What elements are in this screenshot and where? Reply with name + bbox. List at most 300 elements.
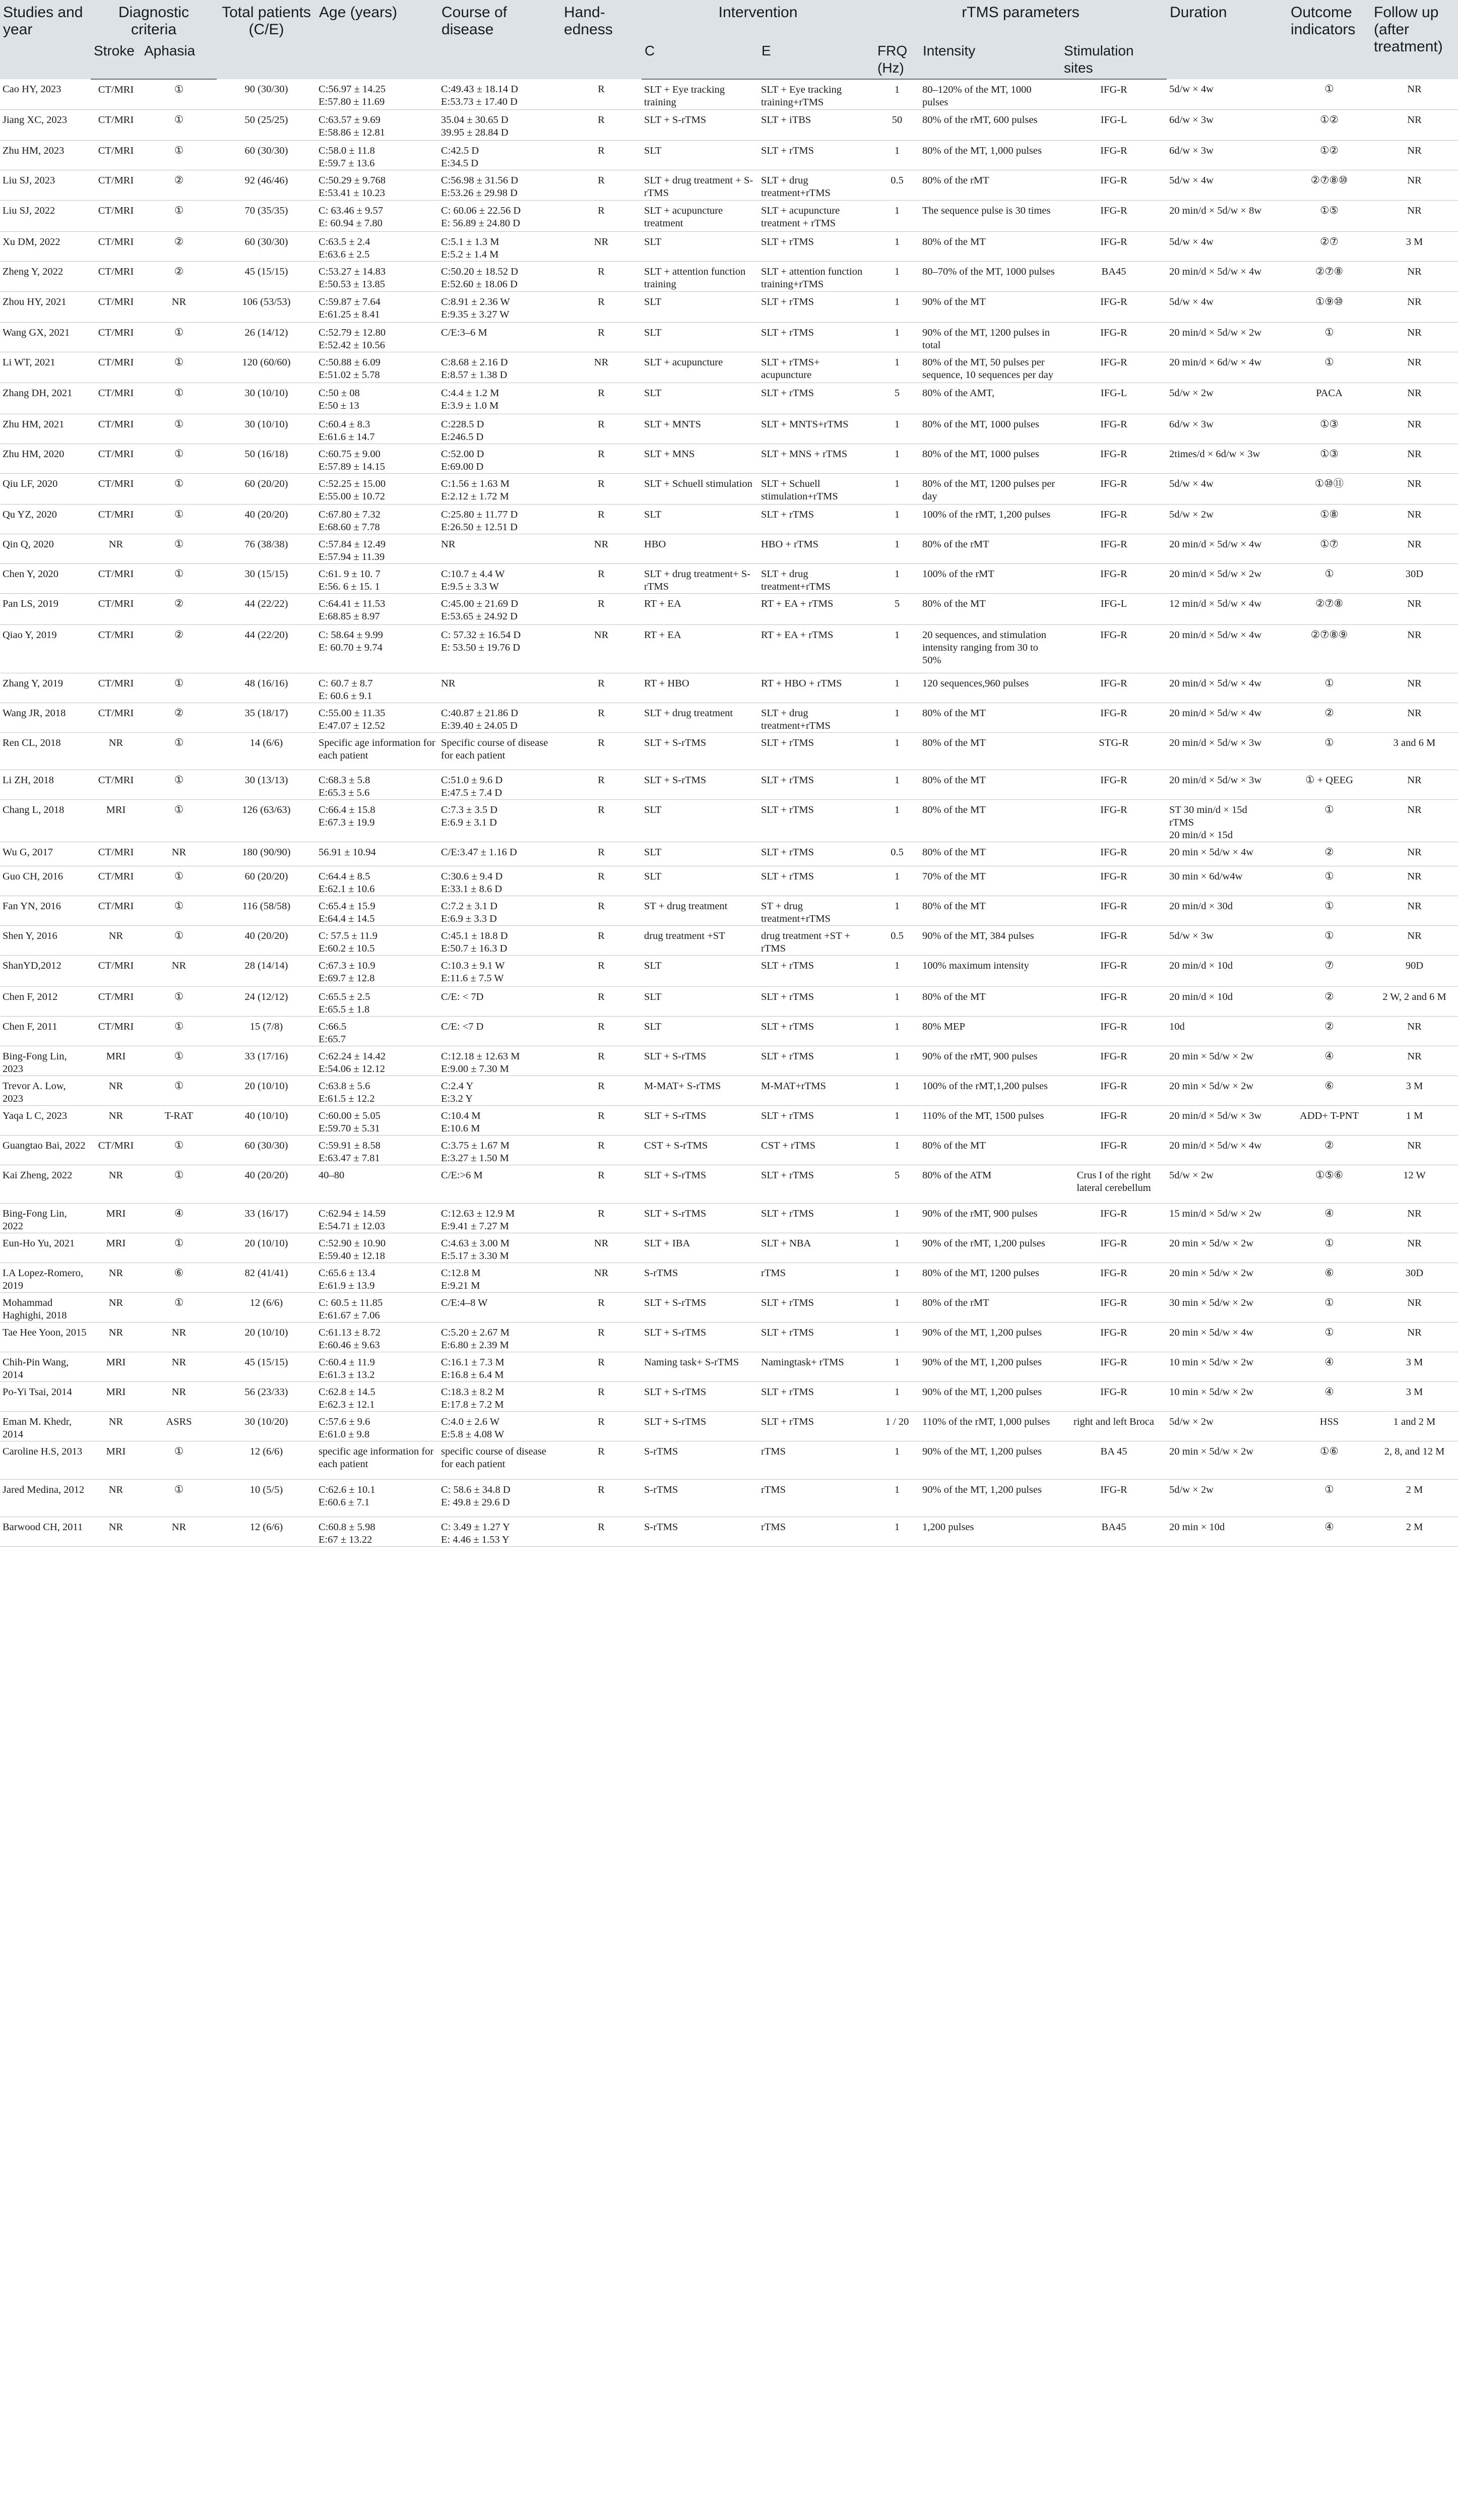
duration-cell: 20 min/d × 5d/w × 4w — [1167, 673, 1288, 703]
handedness-cell: NR — [561, 624, 642, 673]
intervention-e-cell: SLT + rTMS — [758, 1105, 874, 1135]
table-row — [0, 955, 1458, 986]
study-cell: Liu SJ, 2023 — [0, 170, 91, 200]
course-cell: C:25.80 ± 11.77 D E:26.50 ± 12.51 D — [438, 504, 561, 534]
course-cell: C:16.1 ± 7.3 M E:16.8 ± 6.4 M — [438, 1352, 561, 1381]
intervention-e-cell: rTMS — [758, 1479, 874, 1517]
table-row — [0, 986, 1458, 1016]
handedness-cell: R — [561, 1165, 642, 1203]
stroke-criteria-cell: MRI — [91, 1046, 141, 1076]
total-patients-cell: 35 (18/17) — [217, 703, 316, 732]
table-row — [0, 896, 1458, 925]
intervention-e-cell: SLT + NBA — [758, 1233, 874, 1263]
study-cell: Jared Medina, 2012 — [0, 1479, 91, 1517]
stroke-criteria-cell: MRI — [91, 1233, 141, 1263]
age-cell: C:60.75 ± 9.00 E:57.89 ± 14.15 — [316, 444, 438, 473]
stimulation-sites-cell: IFG-R — [1061, 414, 1167, 444]
intensity-cell: 1,200 pulses — [920, 1517, 1061, 1546]
stimulation-sites-cell: IFG-R — [1061, 955, 1167, 986]
aphasia-criteria-cell: ② — [141, 170, 217, 200]
table-row — [0, 673, 1458, 703]
intervention-e-cell: rTMS — [758, 1441, 874, 1479]
age-cell: C:66.4 ± 15.8 E:67.3 ± 19.9 — [316, 799, 438, 842]
duration-cell: 5d/w × 2w — [1167, 383, 1288, 414]
study-cell: ShanYD,2012 — [0, 955, 91, 986]
study-cell: Liu SJ, 2022 — [0, 200, 91, 231]
handedness-cell: R — [561, 673, 642, 703]
age-cell: C:62.6 ± 10.1 E:60.6 ± 7.1 — [316, 1479, 438, 1517]
follow-up-cell: NR — [1371, 1322, 1458, 1352]
total-patients-cell: 45 (15/15) — [217, 1352, 316, 1381]
follow-up-cell: NR — [1371, 1135, 1458, 1165]
aphasia-criteria-cell: ② — [141, 231, 217, 261]
age-cell: C:65.4 ± 15.9 E:64.4 ± 14.5 — [316, 896, 438, 925]
intensity-cell: 80% of the MT, 1200 pulses — [920, 1263, 1061, 1292]
duration-cell: 20 min/d × 5d/w × 4w — [1167, 703, 1288, 732]
table-row — [0, 1165, 1458, 1203]
outcome-cell: ① — [1288, 866, 1371, 896]
study-cell: Qu YZ, 2020 — [0, 504, 91, 534]
total-patients-cell: 12 (6/6) — [217, 1292, 316, 1322]
follow-up-cell: 3 M — [1371, 1381, 1458, 1411]
course-cell: C: 58.6 ± 34.8 D E: 49.8 ± 29.6 D — [438, 1479, 561, 1517]
stimulation-sites-cell: IFG-R — [1061, 1479, 1167, 1517]
intensity-cell: 80% of the MT — [920, 1135, 1061, 1165]
header-aphasia: Aphasia — [141, 40, 217, 79]
handedness-cell: R — [561, 1322, 642, 1352]
header-diagnostic: Diagnostic criteria — [91, 0, 217, 40]
course-cell: specific course of disease for each patient — [438, 1441, 561, 1479]
age-cell: C: 60.5 ± 11.85 E:61.67 ± 7.06 — [316, 1292, 438, 1322]
duration-cell: 5d/w × 4w — [1167, 473, 1288, 504]
table-header — [0, 0, 1458, 79]
age-cell: C: 63.46 ± 9.57 E: 60.94 ± 7.80 — [316, 200, 438, 231]
handedness-cell: R — [561, 1441, 642, 1479]
total-patients-cell: 106 (53/53) — [217, 291, 316, 322]
table-row — [0, 1135, 1458, 1165]
intensity-cell: 80% of the MT, 50 pulses per sequence, 10 sequences per day — [920, 352, 1061, 383]
frq-cell: 1 — [874, 1322, 920, 1352]
outcome-cell: ① — [1288, 352, 1371, 383]
stimulation-sites-cell: IFG-R — [1061, 896, 1167, 925]
table-row — [0, 383, 1458, 414]
outcome-cell: ①③ — [1288, 414, 1371, 444]
outcome-cell: ① — [1288, 799, 1371, 842]
follow-up-cell: NR — [1371, 703, 1458, 732]
intervention-c-cell: SLT — [642, 986, 758, 1016]
table-row — [0, 1016, 1458, 1046]
intensity-cell: 90% of the MT — [920, 291, 1061, 322]
frq-cell: 1 — [874, 955, 920, 986]
follow-up-cell: NR — [1371, 383, 1458, 414]
aphasia-criteria-cell: ① — [141, 383, 217, 414]
aphasia-criteria-cell: ④ — [141, 1203, 217, 1233]
age-cell: C:60.4 ± 11.9 E:61.3 ± 13.2 — [316, 1352, 438, 1381]
study-cell: Ren CL, 2018 — [0, 732, 91, 770]
stimulation-sites-cell: BA45 — [1061, 1517, 1167, 1546]
outcome-cell: ①⑦ — [1288, 534, 1371, 563]
table-row — [0, 1517, 1458, 1546]
total-patients-cell: 30 (15/15) — [217, 563, 316, 593]
frq-cell: 1 — [874, 291, 920, 322]
age-cell: C:55.00 ± 11.35 E:47.07 ± 12.52 — [316, 703, 438, 732]
intensity-cell: 90% of the rMT, 900 pulses — [920, 1203, 1061, 1233]
outcome-cell: ①⑤ — [1288, 200, 1371, 231]
stimulation-sites-cell: IFG-R — [1061, 770, 1167, 799]
stimulation-sites-cell: IFG-R — [1061, 1233, 1167, 1263]
age-cell: C:65.6 ± 13.4 E:61.9 ± 13.9 — [316, 1263, 438, 1292]
table-row — [0, 79, 1458, 109]
intervention-e-cell: SLT + rTMS — [758, 732, 874, 770]
stroke-criteria-cell: NR — [91, 1479, 141, 1517]
intensity-cell: 100% maximum intensity — [920, 955, 1061, 986]
intervention-e-cell: SLT + rTMS — [758, 842, 874, 866]
duration-cell: 5d/w × 2w — [1167, 1479, 1288, 1517]
intensity-cell: 80% of the MT, 1200 pulses per day — [920, 473, 1061, 504]
intensity-cell: 90% of the rMT, 900 pulses — [920, 1046, 1061, 1076]
intervention-e-cell: SLT + rTMS — [758, 291, 874, 322]
aphasia-criteria-cell: ① — [141, 896, 217, 925]
course-cell: C:18.3 ± 8.2 M E:17.8 ± 7.2 M — [438, 1381, 561, 1411]
frq-cell: 1 — [874, 200, 920, 231]
intervention-e-cell: SLT + rTMS — [758, 140, 874, 170]
total-patients-cell: 120 (60/60) — [217, 352, 316, 383]
course-cell: C:10.4 M E:10.6 M — [438, 1105, 561, 1135]
aphasia-criteria-cell: ① — [141, 1046, 217, 1076]
frq-cell: 1 — [874, 444, 920, 473]
course-cell: C:4.63 ± 3.00 M E:5.17 ± 3.30 M — [438, 1233, 561, 1263]
total-patients-cell: 44 (22/22) — [217, 593, 316, 624]
age-cell: C:50.88 ± 6.09 E:51.02 ± 5.78 — [316, 352, 438, 383]
intervention-c-cell: RT + EA — [642, 593, 758, 624]
stimulation-sites-cell: IFG-R — [1061, 1135, 1167, 1165]
duration-cell: 5d/w × 2w — [1167, 1165, 1288, 1203]
intensity-cell: 110% of the rMT, 1,000 pulses — [920, 1411, 1061, 1441]
duration-cell: 20 min/d × 5d/w × 2w — [1167, 322, 1288, 352]
total-patients-cell: 15 (7/8) — [217, 1016, 316, 1046]
course-cell: C/E:3–6 M — [438, 322, 561, 352]
header-intervention: Intervention — [642, 0, 874, 40]
course-cell: C: 57.32 ± 16.54 D E: 53.50 ± 19.76 D — [438, 624, 561, 673]
table-row — [0, 1292, 1458, 1322]
study-cell: Chang L, 2018 — [0, 799, 91, 842]
total-patients-cell: 30 (10/10) — [217, 414, 316, 444]
intervention-e-cell: Namingtask+ rTMS — [758, 1352, 874, 1381]
handedness-cell: NR — [561, 352, 642, 383]
study-cell: Guo CH, 2016 — [0, 866, 91, 896]
stimulation-sites-cell: IFG-R — [1061, 1076, 1167, 1105]
intervention-c-cell: SLT + MNTS — [642, 414, 758, 444]
stimulation-sites-cell: Crus I of the right lateral cerebellum — [1061, 1165, 1167, 1203]
aphasia-criteria-cell: ① — [141, 563, 217, 593]
intervention-c-cell: SLT + acupuncture — [642, 352, 758, 383]
intervention-c-cell: SLT — [642, 866, 758, 896]
course-cell: C/E:3.47 ± 1.16 D — [438, 842, 561, 866]
table-row — [0, 1046, 1458, 1076]
duration-cell: 6d/w × 3w — [1167, 414, 1288, 444]
stroke-criteria-cell: MRI — [91, 1203, 141, 1233]
table-row — [0, 1322, 1458, 1352]
follow-up-cell: NR — [1371, 200, 1458, 231]
intensity-cell: 90% of the rMT, 1,200 pulses — [920, 1233, 1061, 1263]
handedness-cell: R — [561, 593, 642, 624]
handedness-cell: NR — [561, 1233, 642, 1263]
stroke-criteria-cell: NR — [91, 1517, 141, 1546]
intensity-cell: 80% of the MT — [920, 593, 1061, 624]
follow-up-cell: 2 M — [1371, 1517, 1458, 1546]
duration-cell: 20 min/d × 5d/w × 4w — [1167, 534, 1288, 563]
stroke-criteria-cell: CT/MRI — [91, 322, 141, 352]
stroke-criteria-cell: CT/MRI — [91, 842, 141, 866]
table-body — [0, 79, 1458, 1546]
age-cell: C:63.8 ± 5.6 E:61.5 ± 12.2 — [316, 1076, 438, 1105]
handedness-cell: R — [561, 925, 642, 955]
age-cell: C:57.84 ± 12.49 E:57.94 ± 11.39 — [316, 534, 438, 563]
stimulation-sites-cell: IFG-R — [1061, 563, 1167, 593]
stimulation-sites-cell: STG-R — [1061, 732, 1167, 770]
total-patients-cell: 33 (16/17) — [217, 1203, 316, 1233]
study-cell: Wu G, 2017 — [0, 842, 91, 866]
follow-up-cell: 2, 8, and 12 M — [1371, 1441, 1458, 1479]
stroke-criteria-cell: CT/MRI — [91, 79, 141, 109]
aphasia-criteria-cell: NR — [141, 1381, 217, 1411]
intervention-c-cell: RT + HBO — [642, 673, 758, 703]
follow-up-cell: 1 M — [1371, 1105, 1458, 1135]
age-cell: C:68.3 ± 5.8 E:65.3 ± 5.6 — [316, 770, 438, 799]
stroke-criteria-cell: NR — [91, 1105, 141, 1135]
stimulation-sites-cell: IFG-R — [1061, 866, 1167, 896]
intervention-c-cell: SLT + S-rTMS — [642, 109, 758, 140]
frq-cell: 1 — [874, 799, 920, 842]
header-intervention-e: E — [758, 40, 874, 79]
frq-cell: 1 — [874, 261, 920, 291]
stimulation-sites-cell: IFG-R — [1061, 986, 1167, 1016]
stroke-criteria-cell: CT/MRI — [91, 770, 141, 799]
aphasia-criteria-cell: ① — [141, 1233, 217, 1263]
intervention-c-cell: Naming task+ S-rTMS — [642, 1352, 758, 1381]
study-cell: Zhu HM, 2023 — [0, 140, 91, 170]
course-cell: C:8.91 ± 2.36 W E:9.35 ± 3.27 W — [438, 291, 561, 322]
study-cell: Chen F, 2012 — [0, 986, 91, 1016]
age-cell: C:50 ± 08 E:50 ± 13 — [316, 383, 438, 414]
course-cell: C:7.3 ± 3.5 D E:6.9 ± 3.1 D — [438, 799, 561, 842]
table-row — [0, 170, 1458, 200]
handedness-cell: R — [561, 1046, 642, 1076]
frq-cell: 1 / 20 — [874, 1411, 920, 1441]
total-patients-cell: 82 (41/41) — [217, 1263, 316, 1292]
study-cell: Xu DM, 2022 — [0, 231, 91, 261]
intensity-cell: 110% of the MT, 1500 pulses — [920, 1105, 1061, 1135]
age-cell: C:52.90 ± 10.90 E:59.40 ± 12.18 — [316, 1233, 438, 1263]
follow-up-cell: NR — [1371, 291, 1458, 322]
outcome-cell: ② — [1288, 1135, 1371, 1165]
follow-up-cell: 3 M — [1371, 231, 1458, 261]
table-row — [0, 534, 1458, 563]
course-cell: C:10.7 ± 4.4 W E:9.5 ± 3.3 W — [438, 563, 561, 593]
outcome-cell: ① — [1288, 1233, 1371, 1263]
intervention-c-cell: S-rTMS — [642, 1479, 758, 1517]
total-patients-cell: 40 (20/20) — [217, 1165, 316, 1203]
handedness-cell: R — [561, 1016, 642, 1046]
stimulation-sites-cell: IFG-R — [1061, 1105, 1167, 1135]
follow-up-cell: NR — [1371, 322, 1458, 352]
intensity-cell: The sequence pulse is 30 times — [920, 200, 1061, 231]
intensity-cell: 80% of the rMT — [920, 534, 1061, 563]
outcome-cell: ① — [1288, 563, 1371, 593]
stimulation-sites-cell: IFG-R — [1061, 842, 1167, 866]
duration-cell: 20 min/d × 30d — [1167, 896, 1288, 925]
follow-up-cell: NR — [1371, 140, 1458, 170]
frq-cell: 5 — [874, 1165, 920, 1203]
intensity-cell: 80% of the MT — [920, 231, 1061, 261]
stroke-criteria-cell: CT/MRI — [91, 986, 141, 1016]
stroke-criteria-cell: NR — [91, 534, 141, 563]
stroke-criteria-cell: CT/MRI — [91, 140, 141, 170]
stroke-criteria-cell: NR — [91, 1076, 141, 1105]
intervention-c-cell: SLT + MNS — [642, 444, 758, 473]
duration-cell: 5d/w × 4w — [1167, 231, 1288, 261]
duration-cell: 20 min × 10d — [1167, 1517, 1288, 1546]
frq-cell: 1 — [874, 504, 920, 534]
table-row — [0, 261, 1458, 291]
intervention-e-cell: SLT + MNS + rTMS — [758, 444, 874, 473]
outcome-cell: ①② — [1288, 109, 1371, 140]
total-patients-cell: 180 (90/90) — [217, 842, 316, 866]
intervention-c-cell: SLT + S-rTMS — [642, 1046, 758, 1076]
course-cell: 35.04 ± 30.65 D 39.95 ± 28.84 D — [438, 109, 561, 140]
total-patients-cell: 30 (10/10) — [217, 383, 316, 414]
intervention-c-cell: SLT — [642, 322, 758, 352]
header-rtms: rTMS parameters — [874, 0, 1167, 40]
intensity-cell: 80% MEP — [920, 1016, 1061, 1046]
frq-cell: 1 — [874, 703, 920, 732]
header-outcome: Outcome indicators — [1288, 0, 1371, 79]
aphasia-criteria-cell: ① — [141, 1165, 217, 1203]
aphasia-criteria-cell: ① — [141, 1441, 217, 1479]
age-cell: C:63.5 ± 2.4 E:63.6 ± 2.5 — [316, 231, 438, 261]
duration-cell: 20 min/d × 6d/w × 4w — [1167, 352, 1288, 383]
table-row — [0, 842, 1458, 866]
table-row — [0, 1233, 1458, 1263]
outcome-cell: ⑥ — [1288, 1076, 1371, 1105]
stroke-criteria-cell: CT/MRI — [91, 624, 141, 673]
stroke-criteria-cell: CT/MRI — [91, 109, 141, 140]
duration-cell: 20 min/d × 5d/w × 3w — [1167, 770, 1288, 799]
total-patients-cell: 20 (10/10) — [217, 1233, 316, 1263]
course-cell: C:7.2 ± 3.1 D E:6.9 ± 3.3 D — [438, 896, 561, 925]
handedness-cell: R — [561, 703, 642, 732]
intervention-c-cell: S-rTMS — [642, 1263, 758, 1292]
aphasia-criteria-cell: ① — [141, 673, 217, 703]
total-patients-cell: 24 (12/12) — [217, 986, 316, 1016]
outcome-cell: ② — [1288, 986, 1371, 1016]
stroke-criteria-cell: CT/MRI — [91, 473, 141, 504]
follow-up-cell: NR — [1371, 534, 1458, 563]
aphasia-criteria-cell: ② — [141, 261, 217, 291]
age-cell: C:67.80 ± 7.32 E:68.60 ± 7.78 — [316, 504, 438, 534]
stimulation-sites-cell: IFG-R — [1061, 322, 1167, 352]
duration-cell: 20 min/d × 5d/w × 4w — [1167, 624, 1288, 673]
handedness-cell: R — [561, 473, 642, 504]
age-cell: C: 60.7 ± 8.7 E: 60.6 ± 9.1 — [316, 673, 438, 703]
intervention-c-cell: SLT — [642, 799, 758, 842]
table-row — [0, 200, 1458, 231]
header-duration: Duration — [1167, 0, 1288, 79]
stimulation-sites-cell: IFG-R — [1061, 352, 1167, 383]
intervention-c-cell: SLT + IBA — [642, 1233, 758, 1263]
handedness-cell: R — [561, 1076, 642, 1105]
intensity-cell: 90% of the MT, 1,200 pulses — [920, 1479, 1061, 1517]
outcome-cell: ① — [1288, 896, 1371, 925]
outcome-cell: ADD+ T-PNT — [1288, 1105, 1371, 1135]
handedness-cell: R — [561, 140, 642, 170]
study-cell: Mohammad Haghighi, 2018 — [0, 1292, 91, 1322]
follow-up-cell: NR — [1371, 444, 1458, 473]
handedness-cell: R — [561, 1352, 642, 1381]
aphasia-criteria-cell: ① — [141, 109, 217, 140]
intensity-cell: 80% of the MT — [920, 799, 1061, 842]
duration-cell: ST 30 min/d × 15d rTMS 20 min/d × 15d — [1167, 799, 1288, 842]
handedness-cell: R — [561, 1105, 642, 1135]
stroke-criteria-cell: CT/MRI — [91, 593, 141, 624]
handedness-cell: R — [561, 383, 642, 414]
intervention-e-cell: SLT + attention function training+rTMS — [758, 261, 874, 291]
follow-up-cell: 30D — [1371, 1263, 1458, 1292]
frq-cell: 1 — [874, 414, 920, 444]
follow-up-cell: NR — [1371, 770, 1458, 799]
outcome-cell: ① — [1288, 732, 1371, 770]
frq-cell: 1 — [874, 79, 920, 109]
total-patients-cell: 12 (6/6) — [217, 1517, 316, 1546]
study-cell: Qiao Y, 2019 — [0, 624, 91, 673]
aphasia-criteria-cell: ① — [141, 1292, 217, 1322]
stroke-criteria-cell: CT/MRI — [91, 1135, 141, 1165]
frq-cell: 0.5 — [874, 842, 920, 866]
outcome-cell: ④ — [1288, 1046, 1371, 1076]
age-cell: C:58.0 ± 11.8 E:59.7 ± 13.6 — [316, 140, 438, 170]
table-row — [0, 1352, 1458, 1381]
intensity-cell: 100% of the rMT — [920, 563, 1061, 593]
table-row — [0, 231, 1458, 261]
follow-up-cell: 3 M — [1371, 1352, 1458, 1381]
course-cell: C:3.75 ± 1.67 M E:3.27 ± 1.50 M — [438, 1135, 561, 1165]
intensity-cell: 100% of the rMT, 1,200 pulses — [920, 504, 1061, 534]
total-patients-cell: 50 (16/18) — [217, 444, 316, 473]
age-cell: C:52.25 ± 15.00 E:55.00 ± 10.72 — [316, 473, 438, 504]
intensity-cell: 80% of the MT, 1000 pulses — [920, 414, 1061, 444]
study-cell: Fan YN, 2016 — [0, 896, 91, 925]
intensity-cell: 80% of the MT — [920, 770, 1061, 799]
study-cell: Caroline H.S, 2013 — [0, 1441, 91, 1479]
study-cell: Chen Y, 2020 — [0, 563, 91, 593]
stroke-criteria-cell: CT/MRI — [91, 563, 141, 593]
stroke-criteria-cell: NR — [91, 1292, 141, 1322]
intervention-c-cell: SLT + S-rTMS — [642, 1381, 758, 1411]
course-cell: C/E: <7 D — [438, 1016, 561, 1046]
aphasia-criteria-cell: ① — [141, 986, 217, 1016]
stimulation-sites-cell: IFG-R — [1061, 170, 1167, 200]
age-cell: C:59.91 ± 8.58 E:63.47 ± 7.81 — [316, 1135, 438, 1165]
duration-cell: 20 min/d × 5d/w × 3w — [1167, 1105, 1288, 1135]
total-patients-cell: 20 (10/10) — [217, 1076, 316, 1105]
course-cell: Specific course of disease for each patient — [438, 732, 561, 770]
intensity-cell: 80% of the AMT, — [920, 383, 1061, 414]
course-cell: C:4.4 ± 1.2 M E:3.9 ± 1.0 M — [438, 383, 561, 414]
table-row — [0, 770, 1458, 799]
follow-up-cell: NR — [1371, 109, 1458, 140]
course-cell: NR — [438, 673, 561, 703]
stimulation-sites-cell: IFG-R — [1061, 1292, 1167, 1322]
